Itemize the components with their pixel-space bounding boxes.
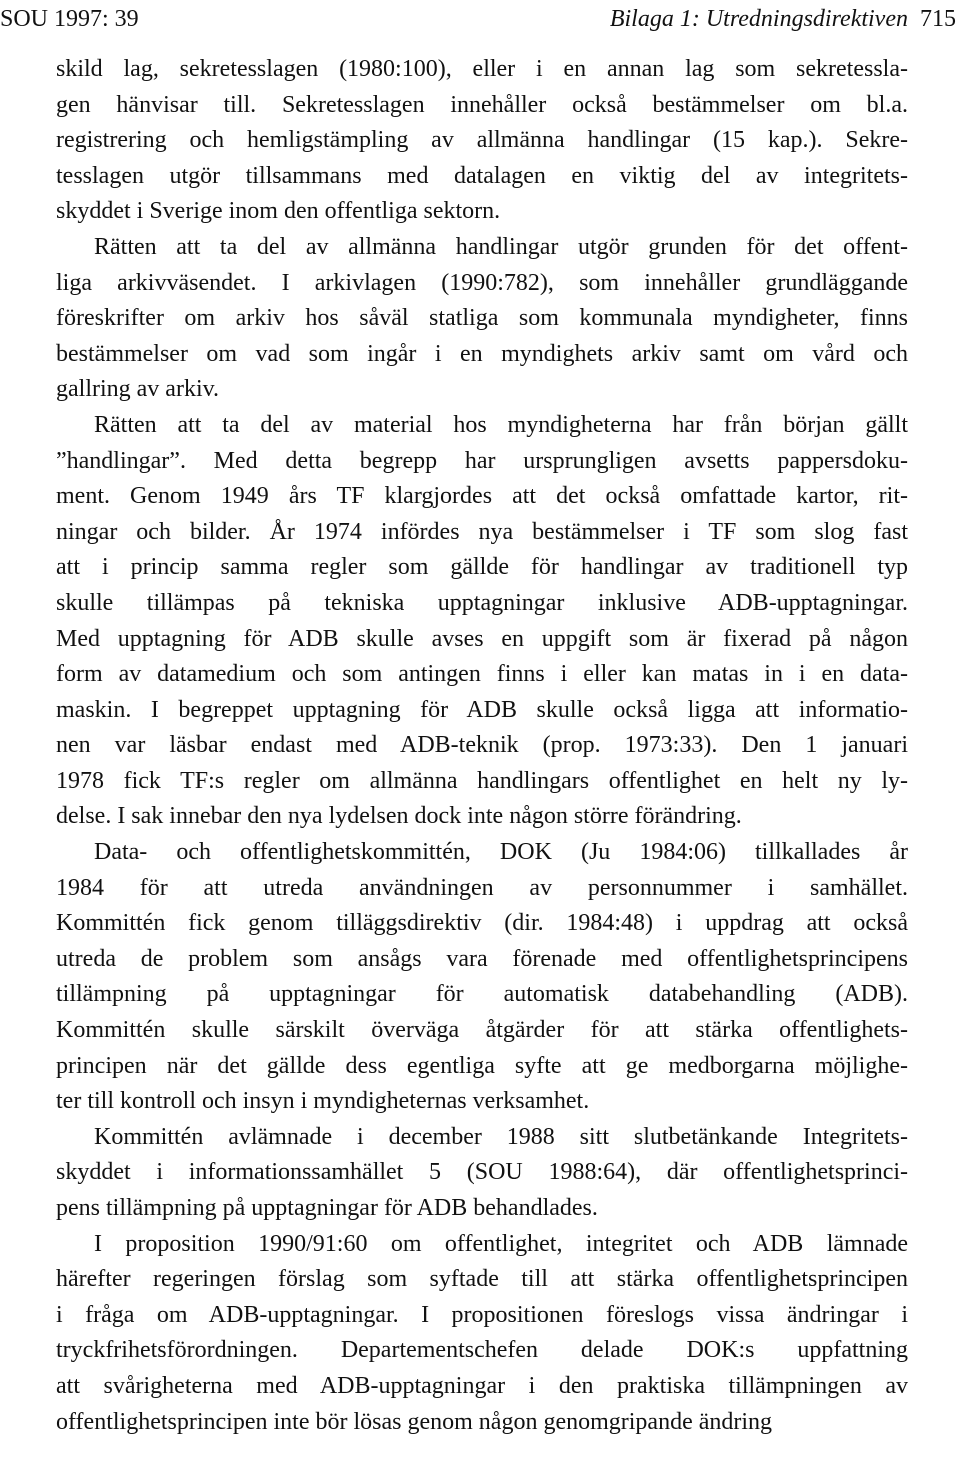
text-line: ter till kontroll och insyn i myndigheternas verksamhet.: [56, 1088, 590, 1115]
text-line: Rätten att ta del av allmänna handlingar utgör grunden för det offent-: [94, 233, 908, 260]
text-line: Kommittén fick genom tilläggsdirektiv (dir. 1984:48) i uppdrag att också: [56, 910, 908, 937]
text-line: tillämpning på upptagningar för automatisk databehandling (ADB).: [56, 981, 908, 1008]
text-line: skyddet i informationssamhället 5 (SOU 1988:64), där offentlighetsprinci-: [56, 1159, 908, 1186]
paragraph: [56, 230, 908, 408]
page-number: 715: [920, 6, 956, 32]
text-line: Rätten att ta del av material hos myndigheterna har från början gällt: [94, 411, 908, 438]
text-line: form av datamedium och som antingen finns i eller kan matas in i en data-: [56, 661, 908, 688]
text-line: skulle tillämpas på tekniska upptagningar inklusive ADB-upptagningar.: [56, 589, 908, 616]
text-line: att svårigheterna med ADB-upptagningar i den praktiska tillämpningen av: [56, 1372, 908, 1399]
section-title: Bilaga 1: Utredningsdirektiven: [609, 6, 908, 32]
text-line: gallring av arkiv.: [56, 376, 220, 403]
text-line: nen var läsbar endast med ADB-teknik (prop. 1973:33). Den 1 januari: [56, 732, 908, 759]
text-line: i fråga om ADB-upptagningar. I propositionen föreslogs vissa ändringar i: [56, 1301, 908, 1328]
text-line: härefter regeringen förslag som syftade till att stärka offentlighetsprincipen: [56, 1266, 908, 1293]
text-line: skild lag, sekretesslagen (1980:100), eller i en annan lag som sekretessla-: [56, 56, 908, 82]
text-line: utreda de problem som ansågs vara förenade med offentlighetsprincipens: [56, 945, 908, 972]
text-line: 1984 för att utreda användningen av personnummer i samhället.: [56, 874, 908, 901]
text-line: gen hänvisar till. Sekretesslagen innehåller också bestämmelser om bl.a.: [56, 91, 908, 118]
text-line: bestämmelser om vad som ingår i en myndighets arkiv samt om vård och: [56, 340, 908, 367]
text-line: Med upptagning för ADB skulle avses en uppgift som är fixerad på någon: [56, 625, 908, 652]
paragraph: [56, 1120, 908, 1227]
paragraph: [56, 52, 908, 230]
text-line: 1978 fick TF:s regler om allmänna handlingars offentlighet en helt ny ly-: [56, 767, 908, 794]
text-line: I proposition 1990/91:60 om offentlighet, integritet och ADB lämnade: [94, 1230, 908, 1257]
text-line: Kommittén skulle särskilt överväga åtgärder för att stärka offentlighets-: [56, 1017, 908, 1044]
text-line: offentlighetsprincipen inte bör lösas genom någon genomgripande ändring: [56, 1408, 773, 1435]
document-body: [56, 52, 908, 1440]
paragraph: [56, 1227, 908, 1441]
text-line: att i princip samma regler som gällde för handlingar av traditionell typ: [56, 554, 908, 581]
text-line: tesslagen utgör tillsammans med datalagen en viktig del av integritets-: [56, 162, 908, 189]
document-reference: SOU 1997: 39: [0, 6, 139, 32]
text-line: delse. I sak innebar den nya lydelsen dock inte någon större förändring.: [56, 803, 742, 830]
text-line: registrering och hemligstämpling av allmänna handlingar (15 kap.). Sekre-: [56, 127, 908, 154]
text-line: tryckfrihetsförordningen. Departementschefen delade DOK:s uppfattning: [56, 1337, 908, 1364]
text-line: pens tillämpning på upptagningar för ADB behandlades.: [56, 1195, 598, 1221]
paragraph: [56, 408, 908, 835]
paragraph: [56, 835, 908, 1120]
text-line: principen när det gällde dess egentliga syfte att ge medborgarna möjlighe-: [56, 1052, 908, 1079]
running-title: [610, 2, 956, 36]
text-line: ningar och bilder. År 1974 infördes nya bestämmelser i TF som slog fast: [56, 518, 908, 545]
text-line: föreskrifter om arkiv hos såväl statliga som kommunala myndigheter, finns: [56, 305, 908, 332]
text-line: skyddet i Sverige inom den offentliga sektorn.: [56, 198, 501, 225]
text-line: Data- och offentlighetskommittén, DOK (Ju 1984:06) tillkallades år: [94, 839, 908, 866]
text-line: maskin. I begreppet upptagning för ADB skulle också ligga att informatio-: [56, 696, 908, 723]
text-line: ment. Genom 1949 års TF klargjordes att det också omfattade kartor, rit-: [56, 483, 908, 510]
text-line: liga arkivväsendet. I arkivlagen (1990:782), som innehåller grundläggande: [56, 269, 908, 296]
page-header: [0, 2, 960, 36]
text-line: ”handlingar”. Med detta begrepp har ursprungligen avsetts pappersdoku-: [56, 447, 908, 474]
text-line: Kommittén avlämnade i december 1988 sitt slutbetänkande Integritets-: [94, 1123, 908, 1150]
